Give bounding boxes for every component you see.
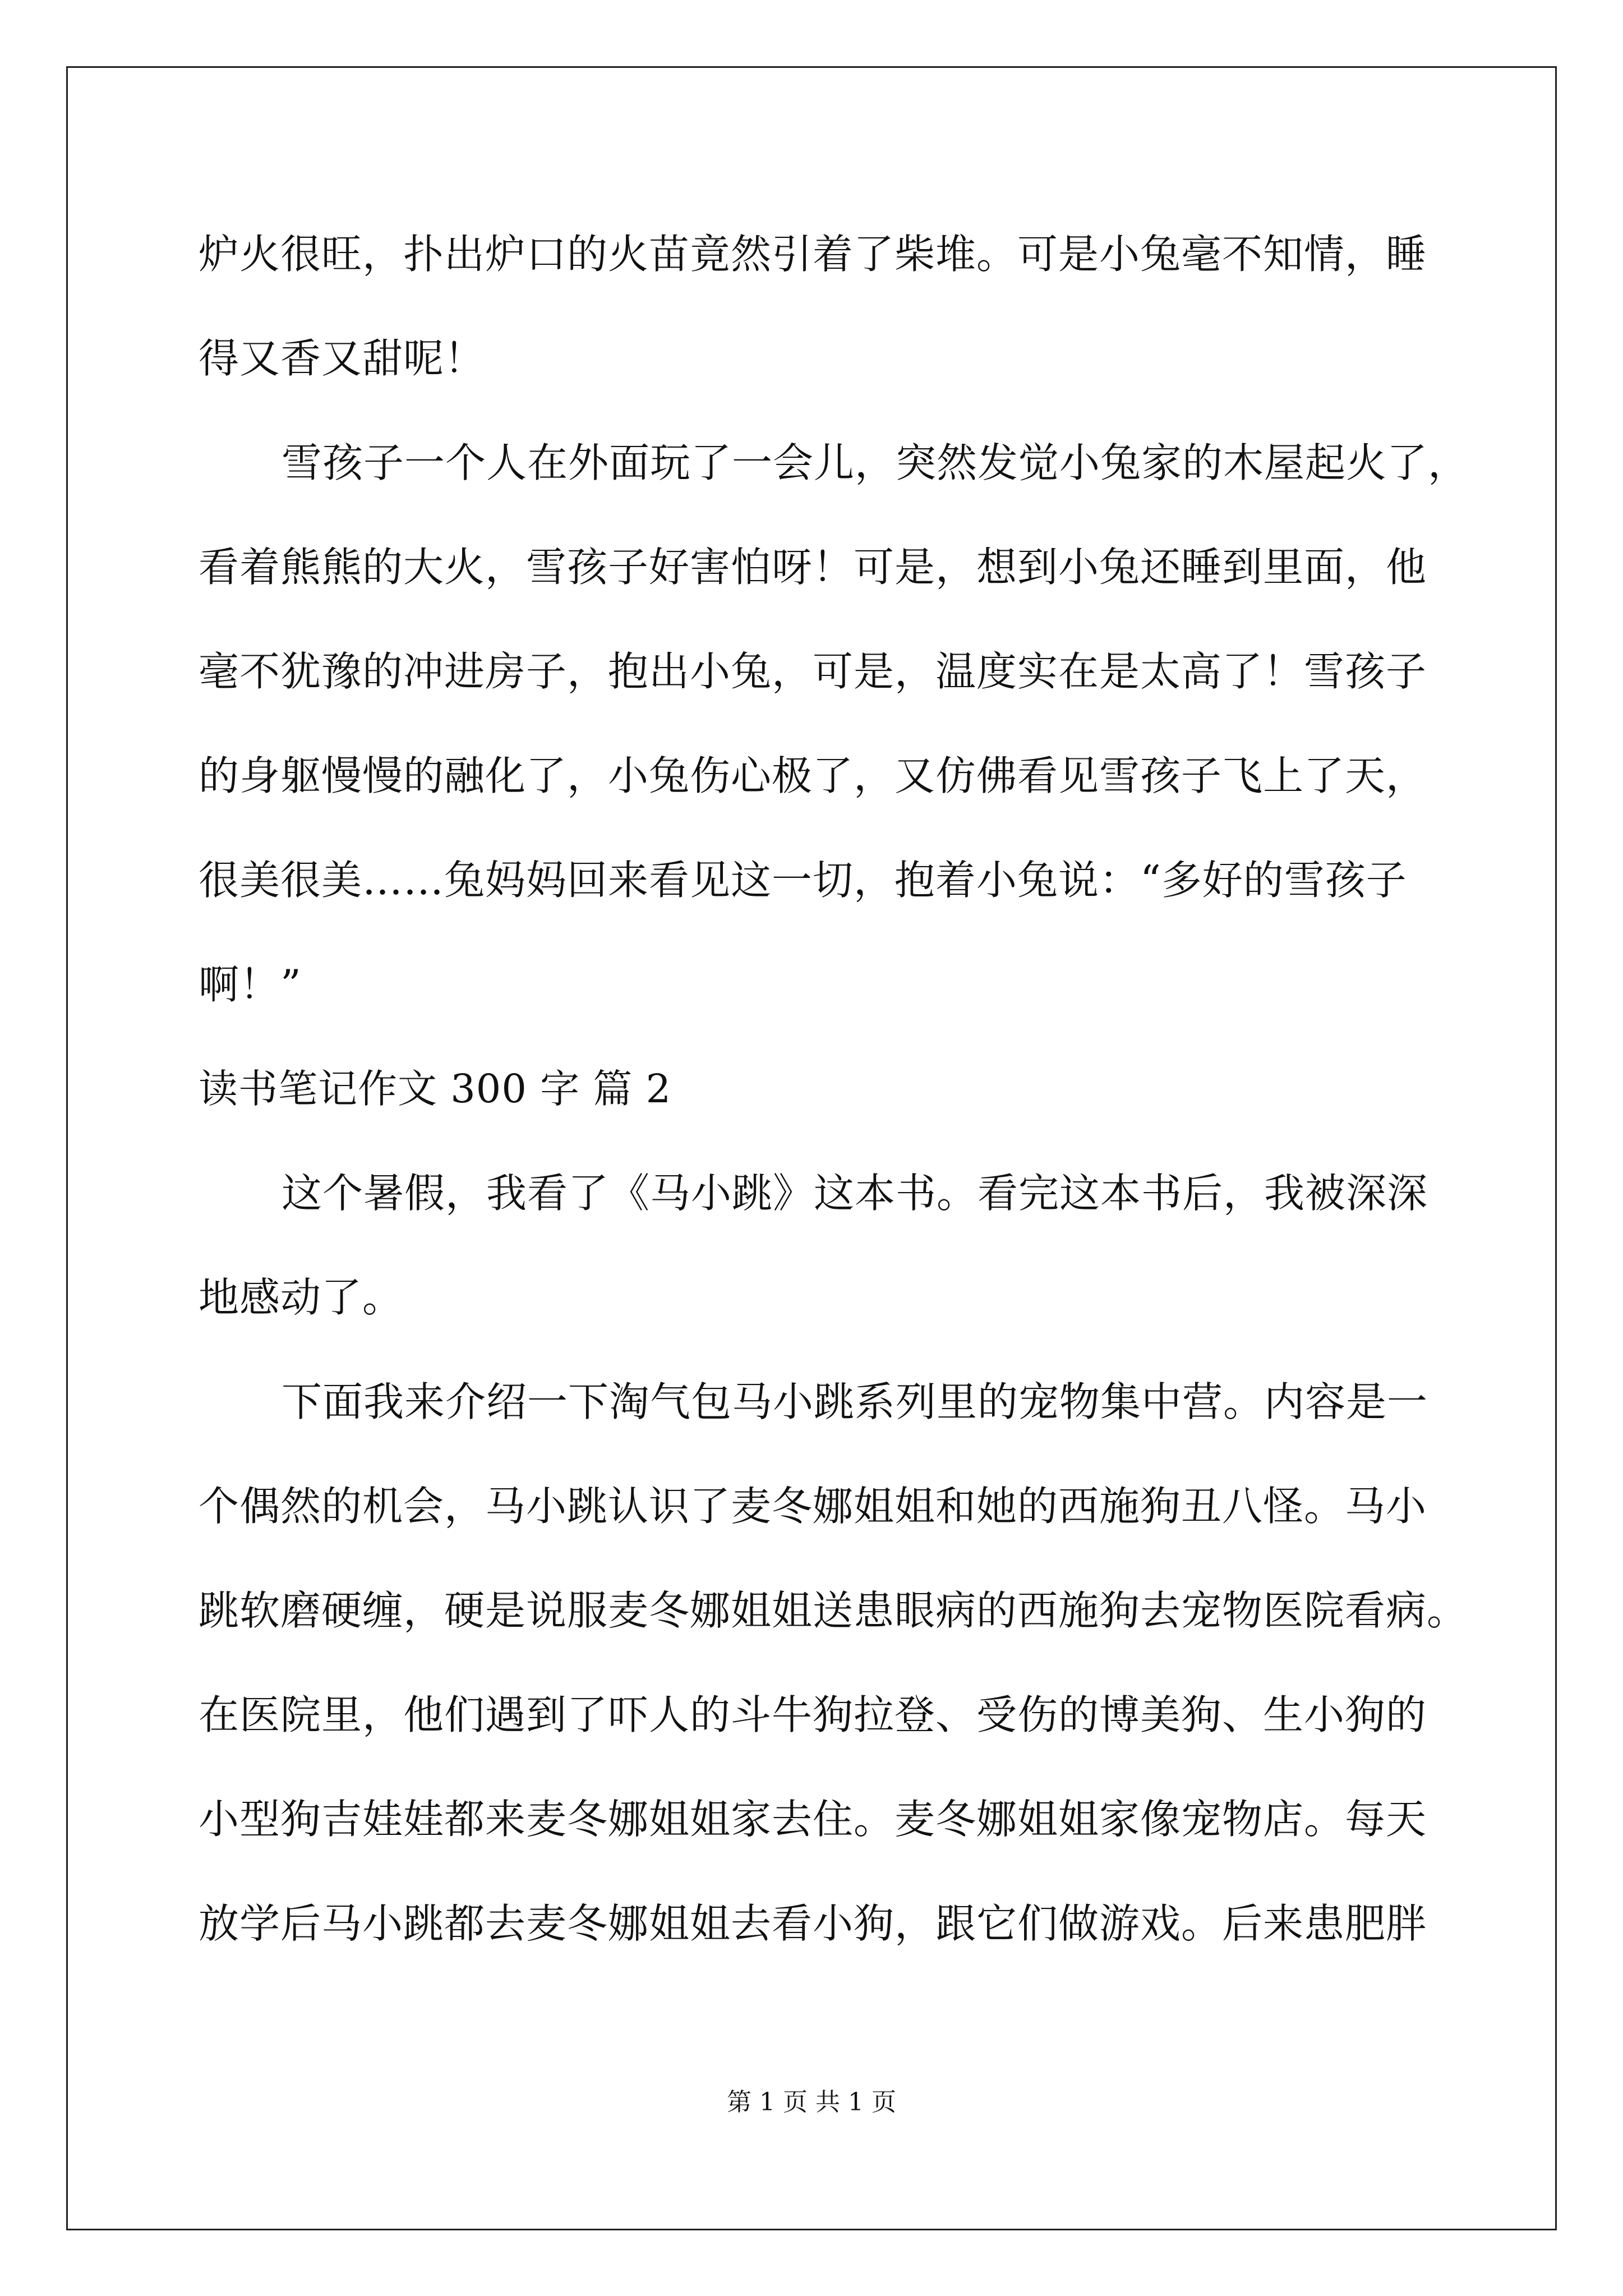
paragraph-line: 小型狗吉娃娃都来麦冬娜姐姐家去住。麦冬娜姐姐家像宠物店。每天	[199, 1796, 1427, 1843]
paragraph-line: 个偶然的机会，马小跳认识了麦冬娜姐姐和她的西施狗丑八怪。马小	[199, 1483, 1427, 1530]
paragraph-line: 毫不犹豫的冲进房子，抱出小兔，可是，温度实在是太高了！雪孩子	[199, 648, 1427, 695]
paragraph-line: 放学后马小跳都去麦冬娜姐姐去看小狗，跟它们做游戏。后来患肥胖	[199, 1900, 1427, 1947]
paragraph-line: 啊！”	[199, 961, 302, 1008]
paragraph-line: 这个暑假，我看了《马小跳》这本书。看完这本书后，我被深深	[282, 1170, 1428, 1217]
paragraph-line: 在医院里，他们遇到了吓人的斗牛狗拉登、受伤的博美狗、生小狗的	[199, 1691, 1427, 1738]
paragraph-line: 很美很美……兔妈妈回来看见这一切，抱着小兔说：“多好的雪孩子	[199, 857, 1407, 904]
paragraph-line: 炉火很旺，扑出炉口的火苗竟然引着了柴堆。可是小兔毫不知情，睡	[199, 231, 1427, 278]
paragraph-line: 下面我来介绍一下淘气包马小跳系列里的宠物集中营。内容是一	[282, 1378, 1428, 1425]
section-heading: 读书笔记作文 300 字 篇 2	[199, 1066, 672, 1112]
paragraph-line: 地感动了。	[199, 1274, 404, 1321]
paragraph-line: 的身躯慢慢的融化了，小兔伤心极了，又仿佛看见雪孩子飞上了天，	[199, 752, 1427, 799]
page-footer: 第 1 页 共 1 页	[727, 2088, 896, 2116]
paragraph-line: 看着熊熊的大火，雪孩子好害怕呀！可是，想到小兔还睡到里面，他	[199, 544, 1427, 591]
paragraph-line: 得又香又甜呢！	[199, 335, 486, 382]
paragraph-line: 雪孩子一个人在外面玩了一会儿，突然发觉小兔家的木屋起火了，	[282, 439, 1469, 486]
document-body	[199, 202, 1469, 1976]
paragraph-line: 跳软磨硬缠，硬是说服麦冬娜姐姐送患眼病的西施狗去宠物医院看病。	[199, 1587, 1468, 1634]
